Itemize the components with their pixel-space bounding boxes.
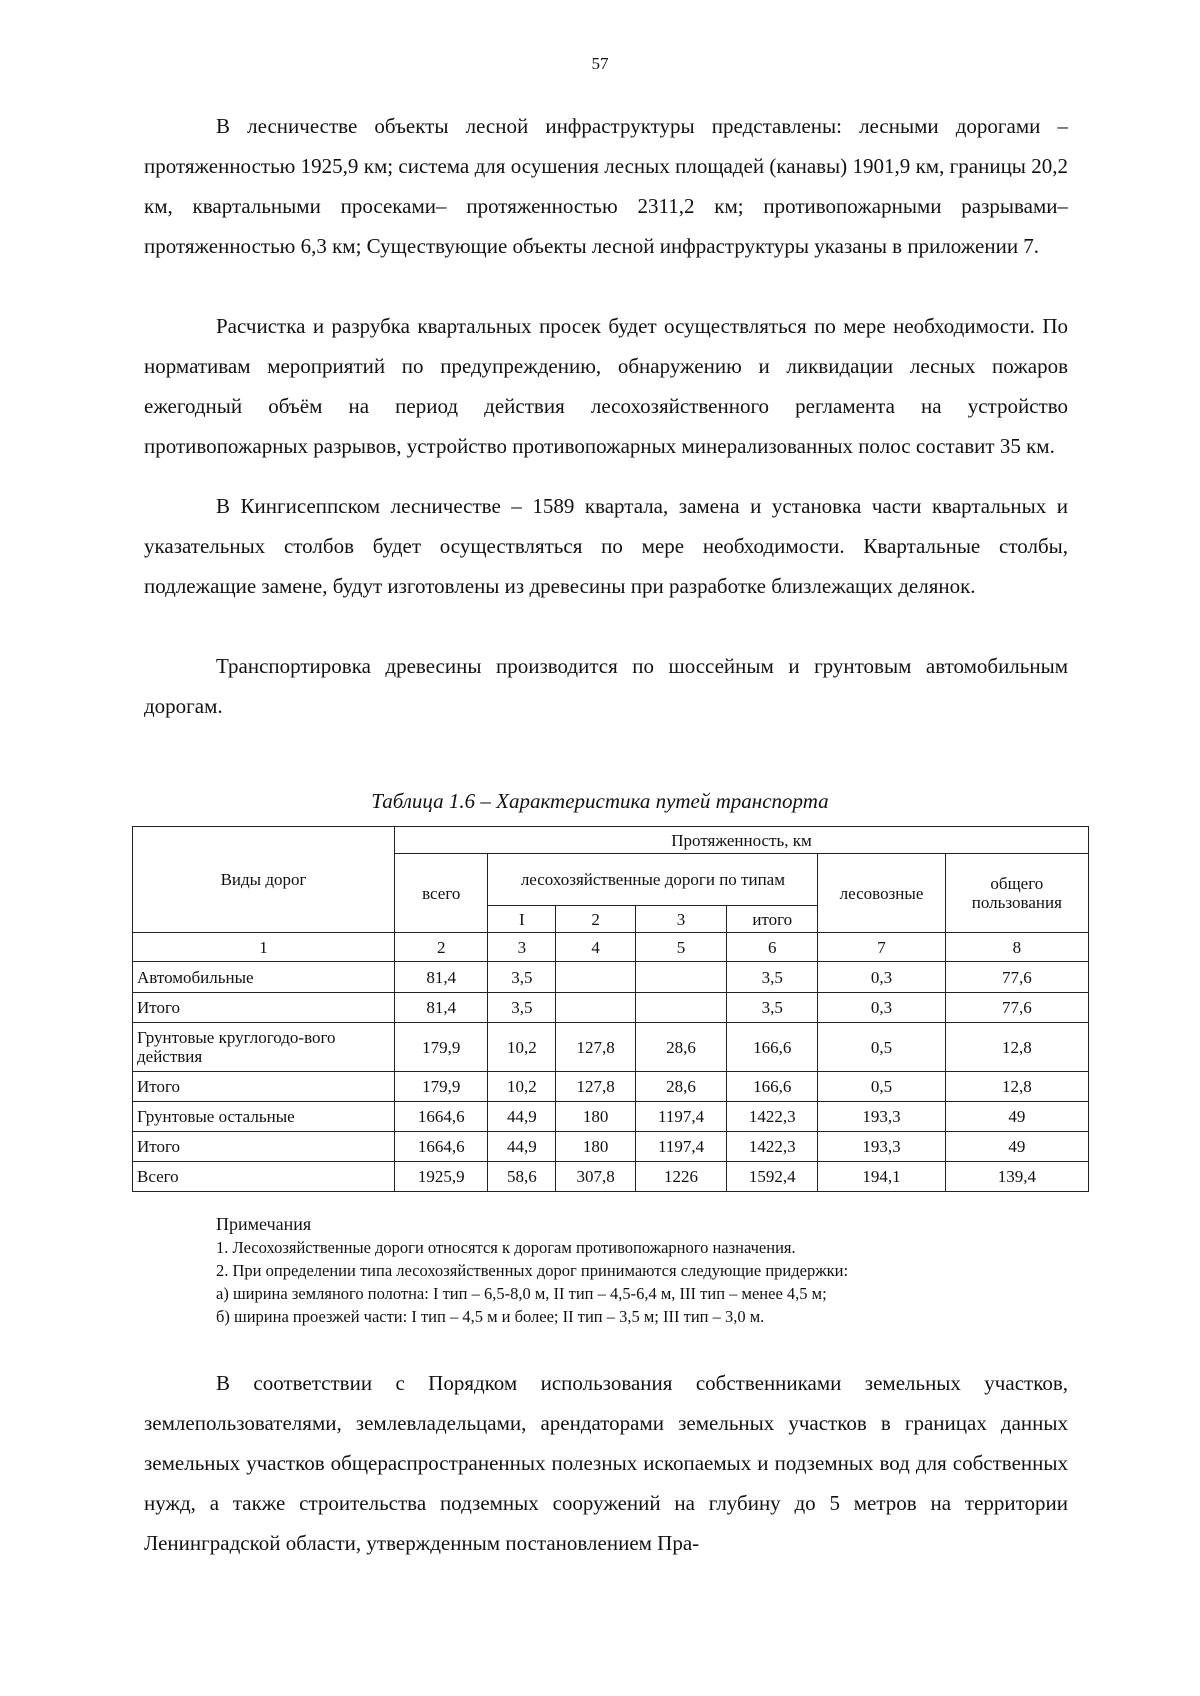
column-number: 3 [488, 933, 556, 962]
table-cell [556, 962, 636, 993]
table-header-row [133, 827, 1089, 854]
table-cell: 127,8 [556, 1023, 636, 1072]
note-item: 1. Лесохозяйственные дороги относятся к дорогам противопожарного назначения. [216, 1238, 796, 1257]
header-logging: лесовозные [818, 854, 945, 933]
table-cell: 1422,3 [727, 1102, 818, 1132]
header-type-2: 2 [556, 906, 636, 933]
column-number: 6 [727, 933, 818, 962]
header-forest-roads: лесохозяйственные дороги по типам [488, 854, 818, 906]
table-cell: 1226 [635, 1162, 726, 1192]
table-cell: 179,9 [395, 1072, 488, 1102]
table-row [133, 962, 1089, 993]
table-cell: 179,9 [395, 1023, 488, 1072]
table-cell: 44,9 [488, 1132, 556, 1162]
notes-title: Примечания [216, 1214, 312, 1234]
table-cell [635, 993, 726, 1023]
table-cell: 1664,6 [395, 1132, 488, 1162]
row-label: Автомобильные [133, 962, 395, 993]
transport-table [132, 826, 1089, 1192]
table-cell: 1592,4 [727, 1162, 818, 1192]
table-cell: 0,5 [818, 1072, 945, 1102]
header-subtotal: итого [727, 906, 818, 933]
header-total: всего [395, 854, 488, 933]
table-cell: 307,8 [556, 1162, 636, 1192]
header-type-1: I [488, 906, 556, 933]
table-cell: 1664,6 [395, 1102, 488, 1132]
table-cell: 12,8 [945, 1072, 1088, 1102]
column-number: 7 [818, 933, 945, 962]
table-cell: 0,5 [818, 1023, 945, 1072]
table-row [133, 1023, 1089, 1072]
table-cell: 44,9 [488, 1102, 556, 1132]
table-cell: 166,6 [727, 1072, 818, 1102]
table-row [133, 993, 1089, 1023]
table-cell: 3,5 [727, 993, 818, 1023]
table-cell: 12,8 [945, 1023, 1088, 1072]
table-cell [635, 962, 726, 993]
table-cell: 3,5 [488, 993, 556, 1023]
table-cell: 0,3 [818, 962, 945, 993]
column-number: 5 [635, 933, 726, 962]
table-cell: 1422,3 [727, 1132, 818, 1162]
table-notes [216, 1213, 1096, 1328]
table-row [133, 1132, 1089, 1162]
table-cell: 127,8 [556, 1072, 636, 1102]
table-cell: 49 [945, 1132, 1088, 1162]
column-number: 8 [945, 933, 1088, 962]
table-cell: 58,6 [488, 1162, 556, 1192]
table-cell: 28,6 [635, 1023, 726, 1072]
table-cell: 194,1 [818, 1162, 945, 1192]
paragraph-transport: Транспортировка древесины производится по шоссейным и грунтовым автомобильным дорогам. [144, 654, 1068, 718]
table-cell: 1925,9 [395, 1162, 488, 1192]
table-cell: 193,3 [818, 1132, 945, 1162]
column-number: 2 [395, 933, 488, 962]
table-cell: 3,5 [488, 962, 556, 993]
note-item: б) ширина проезжей части: I тип – 4,5 м и более; II тип – 3,5 м; III тип – 3,0 м. [216, 1307, 765, 1326]
row-label: Грунтовые остальные [133, 1102, 395, 1132]
header-road-types: Виды дорог [133, 827, 395, 933]
column-number: 4 [556, 933, 636, 962]
table-cell: 77,6 [945, 993, 1088, 1023]
table-caption: Таблица 1.6 – Характеристика путей транспорта [371, 789, 829, 813]
paragraph-infrastructure: В лесничестве объекты лесной инфраструктуры представлены: лесными дорогами – протяженностью 1925,9 км; система для осушения лесных площадей (канавы) 1901,9 км, границы 20,2 км, квартальными просеками– протяженностью 2311,2 км; противопожарными разрывами– протяженностью 6,3 км; Существующие объекты лесной инфраструктуры указаны в приложении 7. [144, 114, 1068, 258]
paragraph-regulation: В соответствии с Порядком использования собственниками земельных участков, землепользователями, землевладельцами, арендаторами земельных участков в границах данных земельных участков общераспространенных полезных ископаемых и подземных вод для собственных нужд, а также строительства подземных сооружений на глубину до 5 метров на территории Ленинградской области, утвержденным постановлением Пра- [144, 1371, 1068, 1555]
table-cell: 81,4 [395, 962, 488, 993]
table-cell: 166,6 [727, 1023, 818, 1072]
row-label: Итого [133, 1072, 395, 1102]
header-public: общего пользования [945, 854, 1088, 933]
table-cell: 81,4 [395, 993, 488, 1023]
header-type-3: 3 [635, 906, 726, 933]
paragraph-clearing: Расчистка и разрубка квартальных просек будет осуществляться по мере необходимости. По нормативам мероприятий по предупреждению, обнаружению и ликвидации лесных пожаров ежегодный объём на период действия лесохозяйственного регламента на устройство противопожарных разрывов, устройство противопожарных минерализованных полос составит 35 км. [144, 314, 1068, 458]
table-cell: 180 [556, 1132, 636, 1162]
table-cell: 1197,4 [635, 1132, 726, 1162]
note-item: 2. При определении типа лесохозяйственных дорог принимаются следующие придержки: [216, 1261, 849, 1280]
table-cell: 77,6 [945, 962, 1088, 993]
table-cell: 3,5 [727, 962, 818, 993]
table-row [133, 1102, 1089, 1132]
row-label: Всего [133, 1162, 395, 1192]
row-label: Грунтовые круглогодо-вого действия [133, 1023, 395, 1072]
page-number: 57 [591, 54, 609, 73]
table-cell: 49 [945, 1102, 1088, 1132]
column-number-row [133, 933, 1089, 962]
note-item: а) ширина земляного полотна: I тип – 6,5-8,0 м, II тип – 4,5-6,4 м, III тип – менее 4,5 м; [216, 1284, 827, 1303]
row-label: Итого [133, 1132, 395, 1162]
table-cell: 139,4 [945, 1162, 1088, 1192]
table-cell: 1197,4 [635, 1102, 726, 1132]
table-cell: 180 [556, 1102, 636, 1132]
header-length: Протяженность, км [395, 827, 1089, 854]
table-cell: 10,2 [488, 1072, 556, 1102]
table-cell: 28,6 [635, 1072, 726, 1102]
table-cell: 10,2 [488, 1023, 556, 1072]
table-cell [556, 993, 636, 1023]
table-row [133, 1072, 1089, 1102]
table-cell: 193,3 [818, 1102, 945, 1132]
column-number: 1 [133, 933, 395, 962]
row-label: Итого [133, 993, 395, 1023]
paragraph-kingisepp: В Кингисеппском лесничестве – 1589 квартала, замена и установка части квартальных и указательных столбов будет осуществляться по мере необходимости. Квартальные столбы, подлежащие замене, будут изготовлены из древесины при разработке близлежащих делянок. [144, 494, 1068, 598]
table-row [133, 1162, 1089, 1192]
table-cell: 0,3 [818, 993, 945, 1023]
